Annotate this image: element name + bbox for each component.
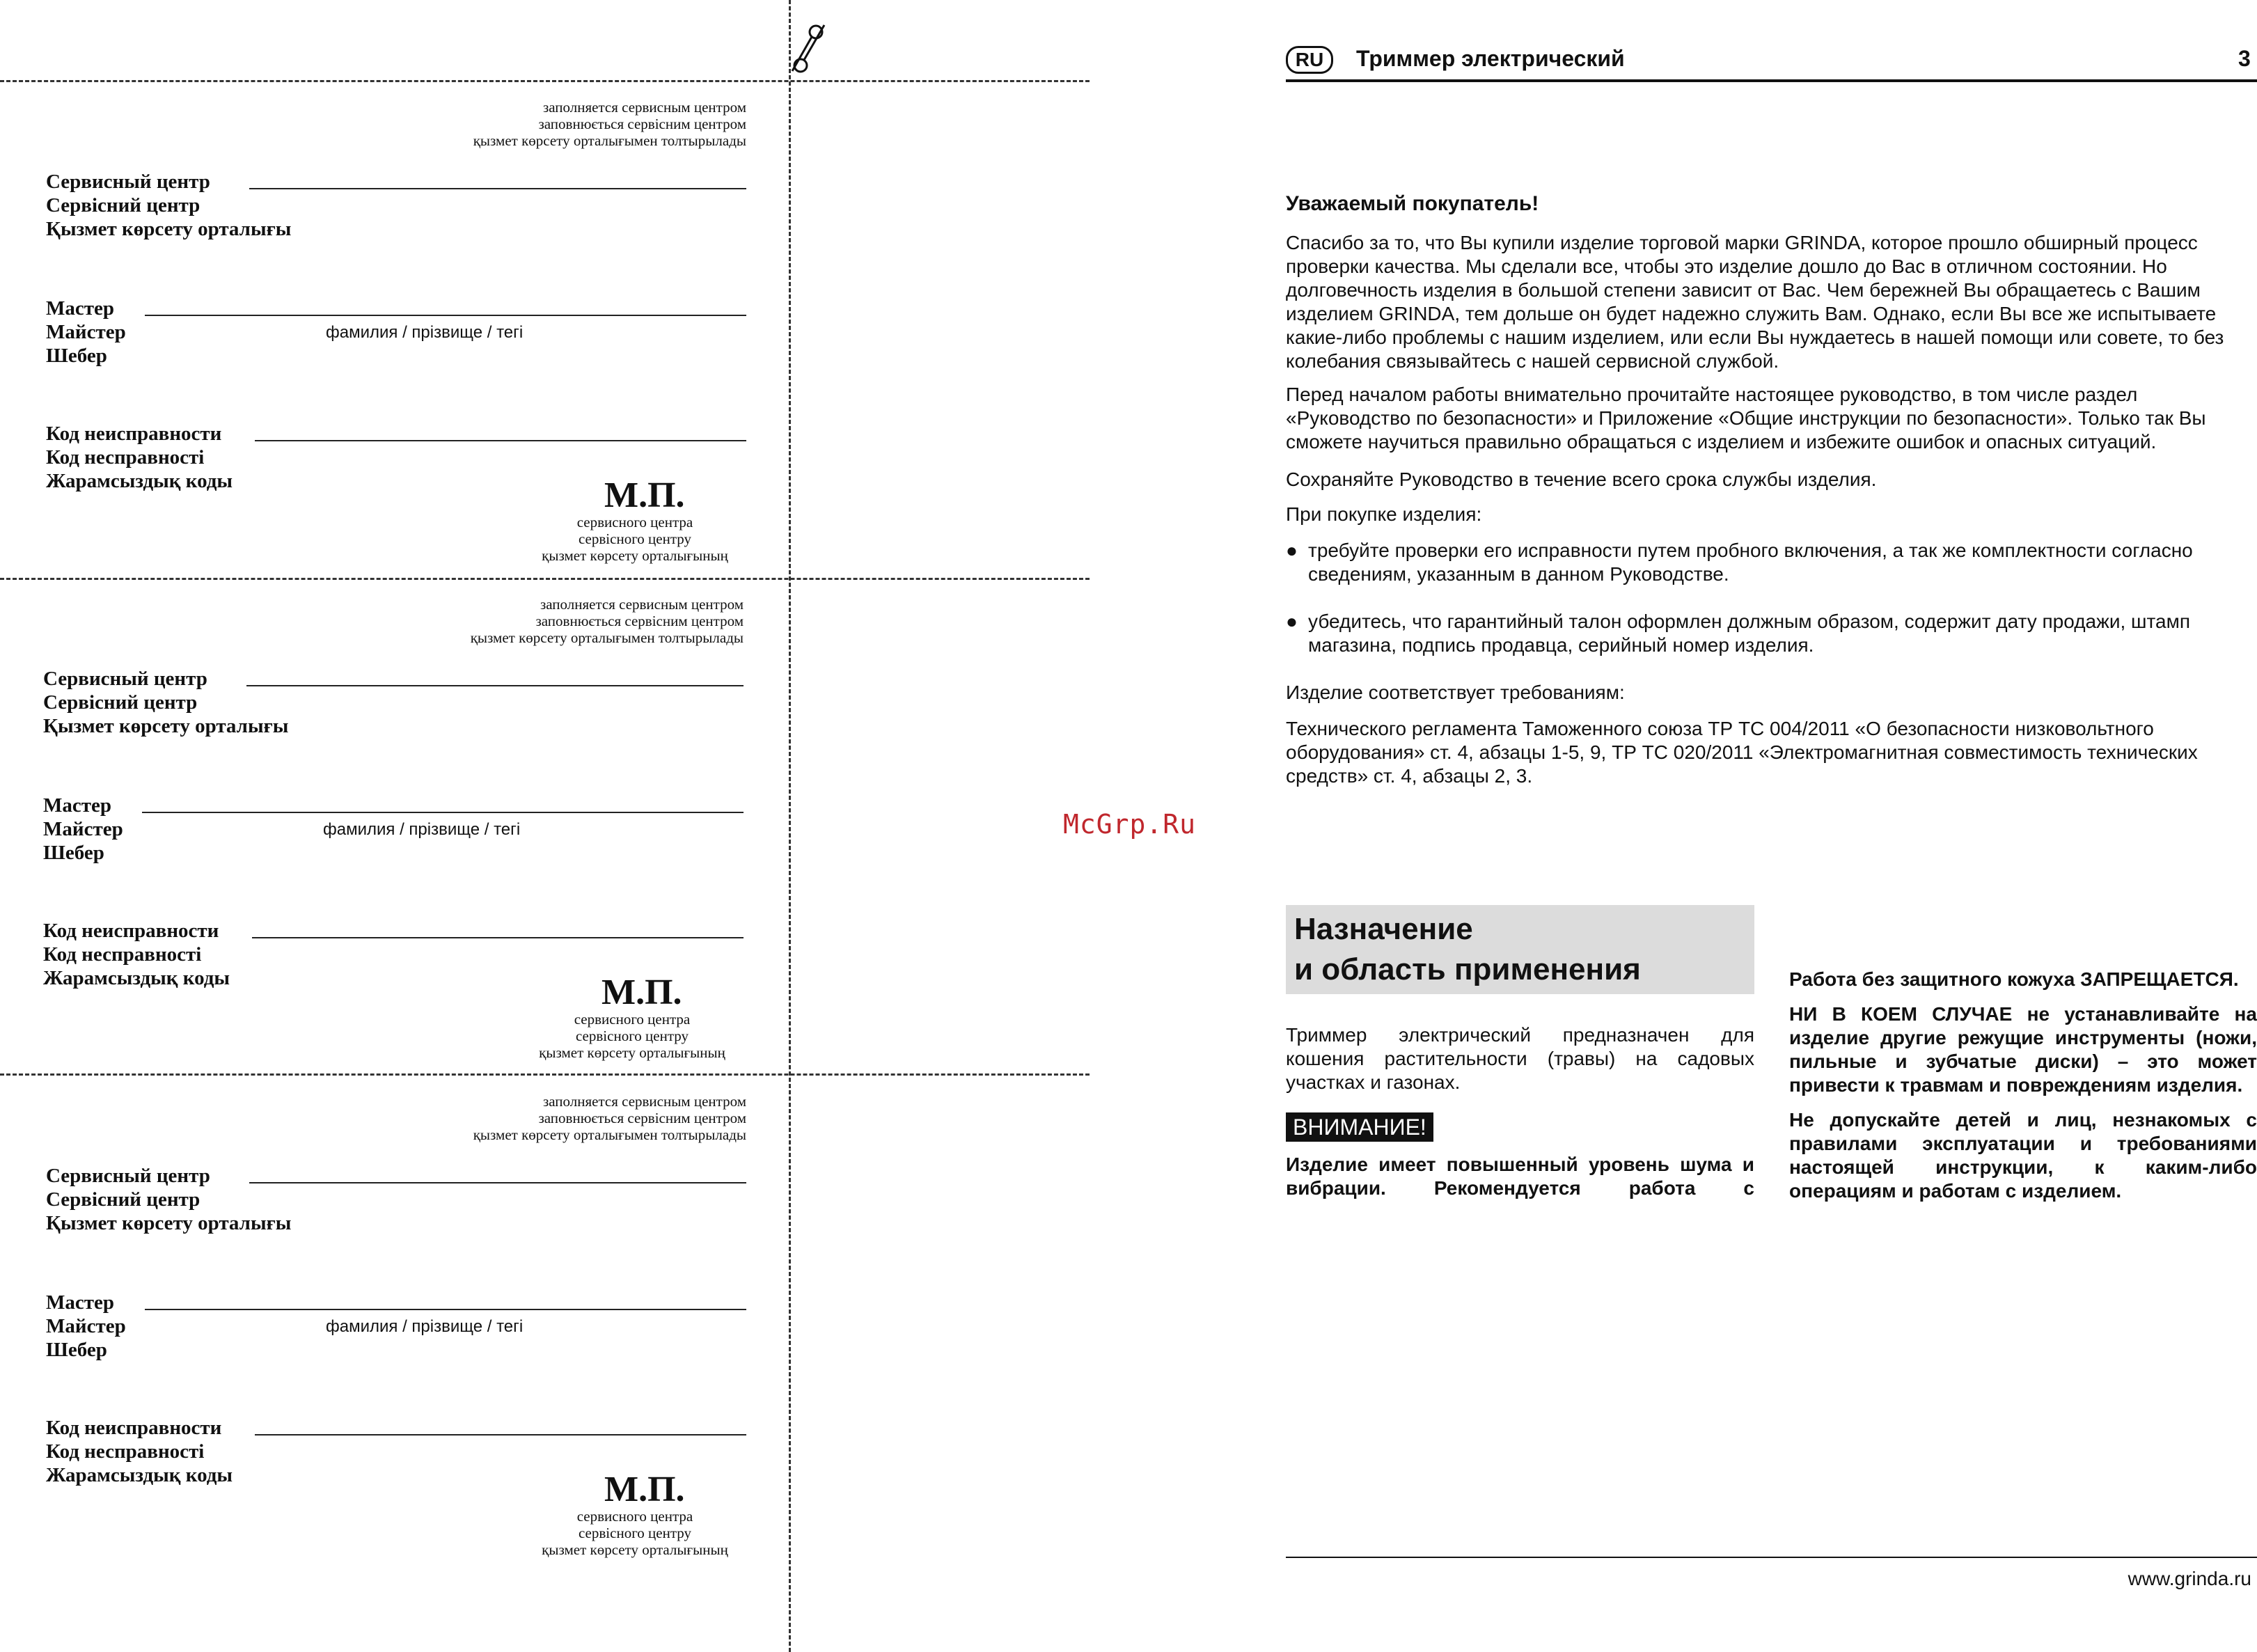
surname-caption: фамилия / прізвище / тегі <box>323 820 521 839</box>
master-label: Мастер Майстер Шебер <box>46 297 126 367</box>
stamp-note: сервисного центра сервісного центру қызмет көрсету орталығының <box>539 1011 725 1061</box>
never-install-rest: не устанавливайте на изделие другие режущие инструменты (ножи, пильные и зубчатые диски) – это может привести к травмам и повреждениям изделия. <box>1789 1003 2257 1096</box>
filled-by-note: заполняется сервисным центром заповнюється сервісним центром қызмет көрсету орталығымен толтырылады <box>473 1093 746 1143</box>
stamp-mark: М.П. <box>604 475 685 515</box>
service-center-label: Сервисный центр Сервісний центр Қызмет көрсету орталығы <box>46 1165 292 1234</box>
master-label: Мастер Майстер Шебер <box>43 794 123 864</box>
filled-by-note: заполняется сервисным центром заповнюється сервісним центром қызмет көрсету орталығымен толтырылады <box>473 99 746 149</box>
children-text: Не допускайте детей и лиц, незнакомых с правилами эксплуатации и требованиями настоящей инструкции, к каким-либо операциям и работам с изделием. <box>1789 1109 2257 1202</box>
footer-rule <box>1286 1557 2257 1558</box>
master-line[interactable] <box>145 315 746 316</box>
intro-paragraph-2: Перед началом работы внимательно прочитайте настоящее руководство, в том числе раздел «Руководство по безопасности» и Приложение «Общие инструкции по безопасности». Только так Вы сможете научиться правильно обращаться с изделием и избежите ошибок и опасных ситуаций. <box>1286 384 2206 453</box>
surname-caption: фамилия / прізвище / тегі <box>326 1317 524 1336</box>
bullet-dot-icon: ● <box>1286 611 1298 632</box>
fault-code-label: Код неисправности Код несправності Жарамсыздық коды <box>46 1417 233 1486</box>
never-install-text <box>1789 1002 2257 1097</box>
intro-paragraph-5: Изделие соответствует требованиям: <box>1286 682 1625 703</box>
greeting: Уважаемый покупатель! <box>1286 192 1539 215</box>
warranty-coupon-2 <box>0 581 766 1078</box>
never-install-lead: НИ В КОЕМ СЛУЧАЕ <box>1789 1003 2013 1025</box>
service-center-line[interactable] <box>246 685 744 686</box>
purpose-text: Триммер электрический предназначен для кошения растительности (травы) на садовых участках и газонах. <box>1286 1024 1754 1093</box>
fault-code-line[interactable] <box>255 440 746 441</box>
lang-badge: RU <box>1286 46 1333 74</box>
warning-label: ВНИМАНИЕ! <box>1286 1112 1433 1142</box>
warranty-coupon-1 <box>0 84 766 581</box>
website[interactable]: www.grinda.ru <box>2128 1568 2251 1589</box>
master-line[interactable] <box>145 1309 746 1310</box>
fault-code-label: Код неисправности Код несправності Жарамсыздық коды <box>46 423 233 492</box>
scissors-icon <box>785 22 830 78</box>
header-rule <box>1286 79 2257 82</box>
warning-text: Изделие имеет повышенный уровень шума и вибрации. Рекомендуется работа с <box>1286 1154 1754 1199</box>
master-label: Мастер Майстер Шебер <box>46 1291 126 1361</box>
stamp-note: сервисного центра сервісного центру қызмет көрсету орталығының <box>542 1508 728 1558</box>
cut-line-vertical <box>789 0 791 1652</box>
bullet-dot-icon: ● <box>1286 540 1298 561</box>
intro-paragraph-3: Сохраняйте Руководство в течение всего срока службы изделия. <box>1286 469 1877 490</box>
service-center-label: Сервисный центр Сервісний центр Қызмет көрсету орталығы <box>43 668 289 737</box>
surname-caption: фамилия / прізвище / тегі <box>326 323 524 342</box>
intro-paragraph-4: При покупке изделия: <box>1286 503 1482 525</box>
stamp-note: сервисного центра сервісного центру қызмет көрсету орталығының <box>542 514 728 564</box>
intro-paragraph-1: Спасибо за то, что Вы купили изделие торговой марки GRINDA, которое прошло обширный процесс проверки качества. Мы сделали все, чтобы это изделие дошло до Вас в отличном состоянии. Но долговечность изделия в большой степени зависит от Вас. Чем бережней Вы обращаетесь с Вашим изделием GRINDA, тем дольше он будет надежно служить Вам. Однако, если Вы все же испытываете какие-либо проблемы с нашим изделием, или если Вы нуждаетесь в нашей помощи или совете, то без колебания связывайтесь с нашей сервисной службой. <box>1286 232 2224 372</box>
cut-line-top <box>0 80 1090 82</box>
stamp-mark: М.П. <box>604 1470 685 1509</box>
fault-code-line[interactable] <box>255 1434 746 1435</box>
section-title: Назначение и область применения <box>1286 905 1754 994</box>
service-center-line[interactable] <box>249 1182 746 1183</box>
page-number: 3 <box>2238 46 2251 71</box>
stamp-mark: М.П. <box>601 973 682 1012</box>
no-guard-text: Работа без защитного кожуха ЗАПРЕЩАЕТСЯ. <box>1789 968 2239 990</box>
watermark: McGrp.Ru <box>1063 809 1197 840</box>
warning-text-continued <box>1789 909 2257 957</box>
fault-code-label: Код неисправности Код несправності Жарамсыздық коды <box>43 920 230 989</box>
intro-paragraph-6: Технического регламента Таможенного союза ТР ТС 004/2011 «О безопасности низковольтного оборудования» ст. 4, абзацы 1-5, 9, ТР ТС 020/2011 «Электромагнитная совместимость технических средств» ст. 4, абзацы 2, 3. <box>1286 718 2198 787</box>
service-center-line[interactable] <box>249 188 746 189</box>
page-title: Триммер электрический <box>1356 46 1625 71</box>
fault-code-line[interactable] <box>252 937 744 938</box>
filled-by-note: заполняется сервисным центром заповнюється сервісним центром қызмет көрсету орталығымен толтырылады <box>470 596 744 646</box>
master-line[interactable] <box>142 812 744 813</box>
warranty-coupon-3 <box>0 1078 766 1575</box>
service-center-label: Сервисный центр Сервісний центр Қызмет көрсету орталығы <box>46 171 292 240</box>
